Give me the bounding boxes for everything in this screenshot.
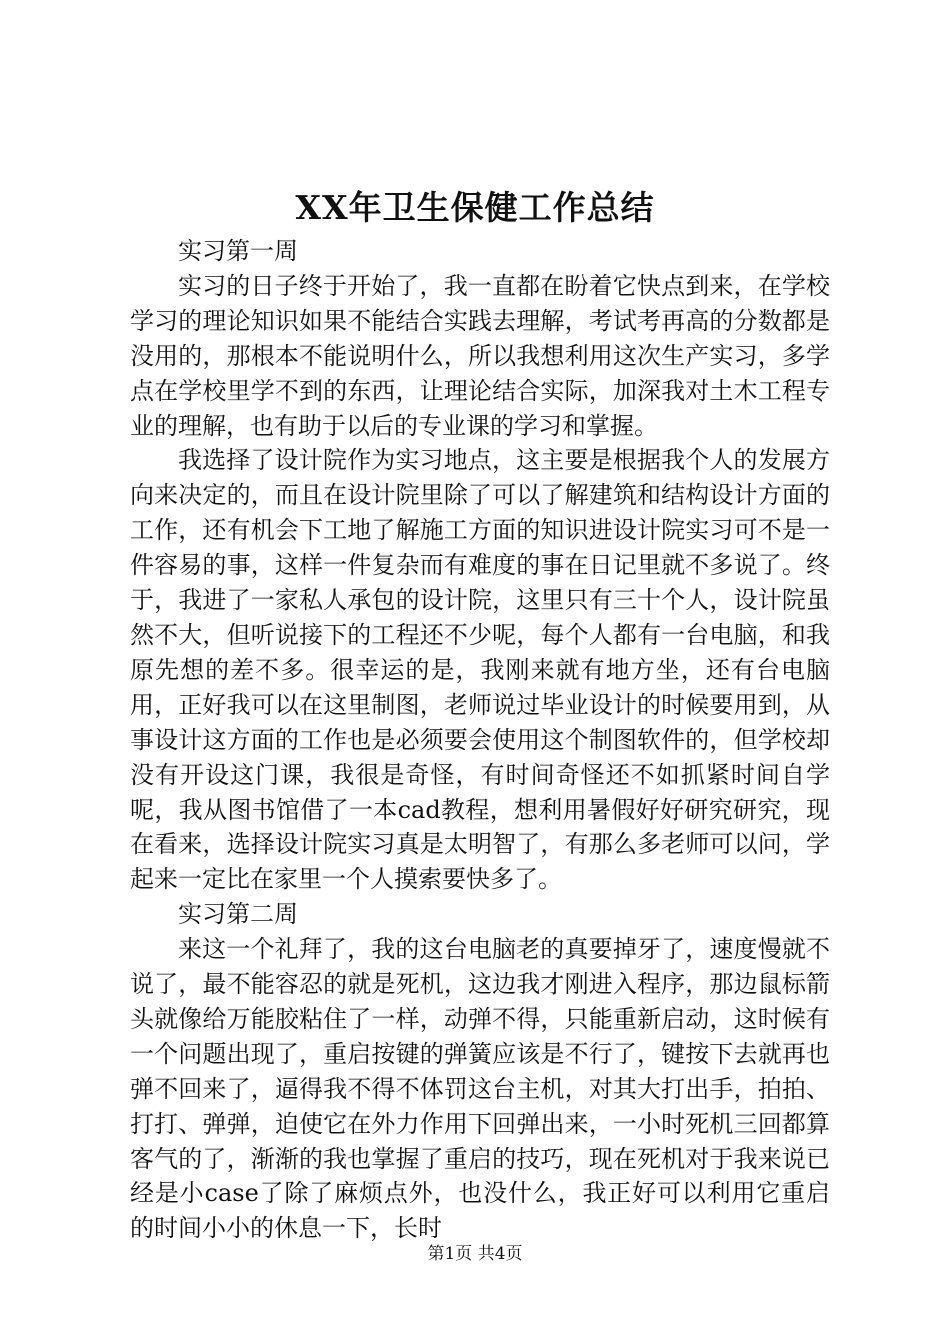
paragraph-week-2-computer: 来这一个礼拜了，我的这台电脑老的真要掉牙了，速度慢就不说了，最不能容忍的就是死机，这边我才刚进入程序，那边鼠标箭头就像给万能胶粘住了一样，动弹不得，只能重新启动，这时候有一个问题出现了，重启按键的弹簧应该是不行了，键按下去就再也弹不回来了，逼得我不得不体罚这台主机，对其大打出手，拍拍、打打、弹弹，迫使它在外力作用下回弹出来，一小时死机三回都算客气的了，渐渐的我也掌握了重启的技巧，现在死机对于我来说已经是小case了除了麻烦点外，也没什么，我正好可以利用它重启的时间小小的休息一下，长时	[130, 935, 830, 1243]
document-title: XX年卫生保健工作总结	[295, 188, 655, 227]
section-heading-week-1: 实习第一周	[178, 237, 298, 265]
paragraph-week-1-design-institute: 我选择了设计院作为实习地点，这主要是根据我个人的发展方向来决定的，而且在设计院里除了可以了解建筑和结构设计方面的工作，还有机会下工地了解施工方面的知识进设计院实习可不是一件容易的事，这样一件复杂而有难度的事在日记里就不多说了。终于，我进了一家私人承包的设计院，这里只有三十个人，设计院虽然不大，但听说接下的工程还不少呢，每个人都有一台电脑，和我原先想的差不多。很幸运的是，我刚来就有地方坐，还有台电脑用，正好我可以在这里制图，老师说过毕业设计的时候要用到，从事设计这方面的工作也是必须要会使用这个制图软件的，但学校却没有开设这门课，我很是奇怪，有时间奇怪还不如抓紧时间自学呢，我从图书馆借了一本cad教程，想利用暑假好好研究研究，现在看来，选择设计院实习真是太明智了，有那么多老师可以问，学起来一定比在家里一个人摸索要快多了。	[130, 446, 830, 894]
page-footer: 第1页 共4页	[427, 1244, 523, 1264]
document-body	[130, 234, 830, 1246]
paragraph-week-1-intro: 实习的日子终于开始了，我一直都在盼着它快点到来，在学校学习的理论知识如果不能结合实践去理解，考试考再高的分数都是没用的，那根本不能说明什么，所以我想利用这次生产实习，多学点在学校里学不到的东西，让理论结合实际，加深我对土木工程专业的理解，也有助于以后的专业课的学习和掌握。	[130, 271, 830, 440]
section-heading-week-2: 实习第二周	[178, 900, 298, 929]
